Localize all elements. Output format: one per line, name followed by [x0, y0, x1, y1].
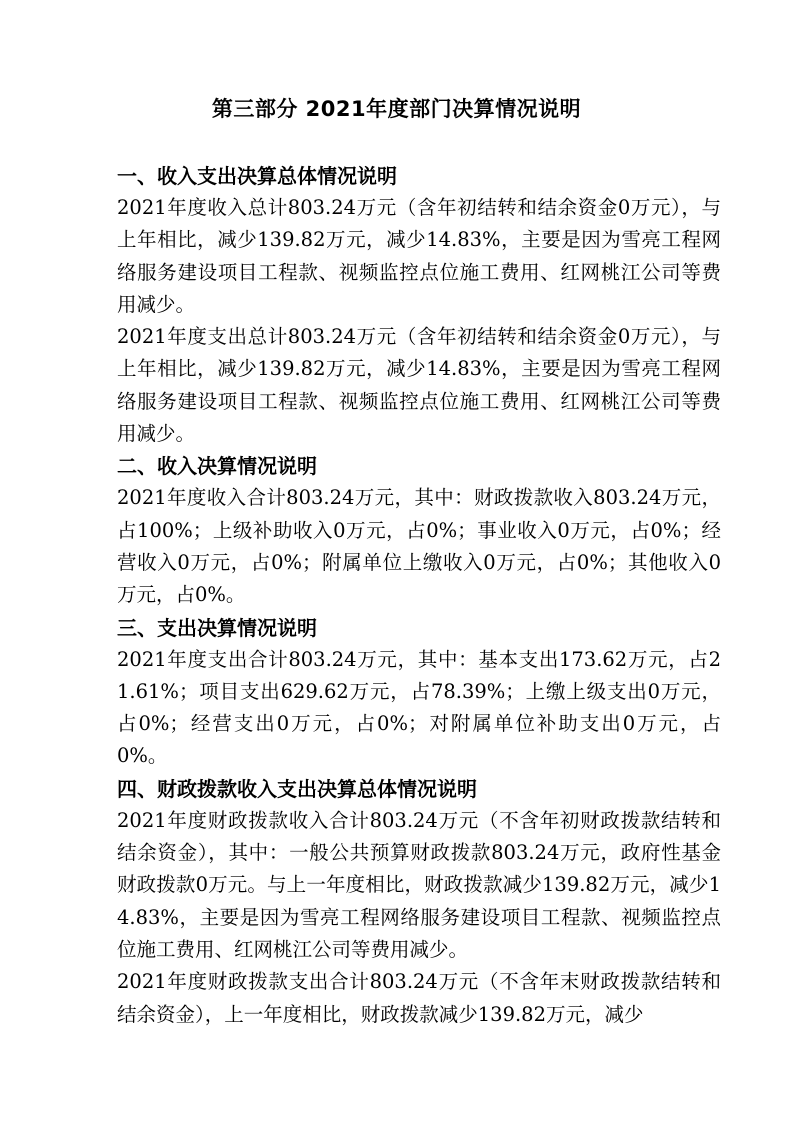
section-heading-1: 一、收入支出决算总体情况说明	[117, 164, 397, 188]
section-heading-2: 二、收入决算情况说明	[117, 454, 317, 479]
section-2-paragraph-1: 2021年度收入合计803.24万元，其中：财政拨款收入803.24万元，占100%；上级补助收入0万元，占0%；事业收入0万元，占0%；经营收入0万元，占0%；附属单位上缴收入0万元，占0%；其他收入0万元，占0%。	[117, 486, 721, 607]
section-4-paragraph-2: 2021年度财政拨款支出合计803.24万元（不含年末财政拨款结转和结余资金），上一年度相比，财政拨款减少139.82万元，减少	[117, 970, 721, 1026]
section-3-paragraph-1: 2021年度支出合计803.24万元，其中：基本支出173.62万元，占21.61%；项目支出629.62万元，占78.39%；上缴上级支出0万元，占0%；经营支出0万元，占0%；对附属单位补助支出0万元，占0%。	[117, 647, 721, 768]
page-title: 第三部分 2021年度部门决算情况说明	[211, 97, 582, 121]
section-heading-4: 四、财政拨款收入支出决算总体情况说明	[117, 776, 477, 801]
section-1-paragraph-1: 2021年度收入总计803.24万元（含年初结转和结余资金0万元），与上年相比，减少139.82万元，减少14.83%，主要是因为雪亮工程网络服务建设项目工程款、视频监控点位施工费用、红网桃江公司等费用减少。	[117, 196, 721, 316]
section-1-paragraph-2: 2021年度支出总计803.24万元（含年初结转和结余资金0万元），与上年相比，减少139.82万元，减少14.83%，主要是因为雪亮工程网络服务建设项目工程款、视频监控点位施工费用、红网桃江公司等费用减少。	[117, 325, 721, 446]
section-heading-3: 三、支出决算情况说明	[117, 615, 317, 640]
document-body	[117, 160, 721, 1031]
section-4-paragraph-1: 2021年度财政拨款收入合计803.24万元（不含年初财政拨款结转和结余资金），其中：一般公共预算财政拨款803.24万元，政府性基金财政拨款0万元。与上一年度相比，财政拨款减少139.82万元，减少14.83%，主要是因为雪亮工程网络服务建设项目工程款、视频监控点位施工费用、红网桃江公司等费用减少。	[117, 808, 721, 961]
